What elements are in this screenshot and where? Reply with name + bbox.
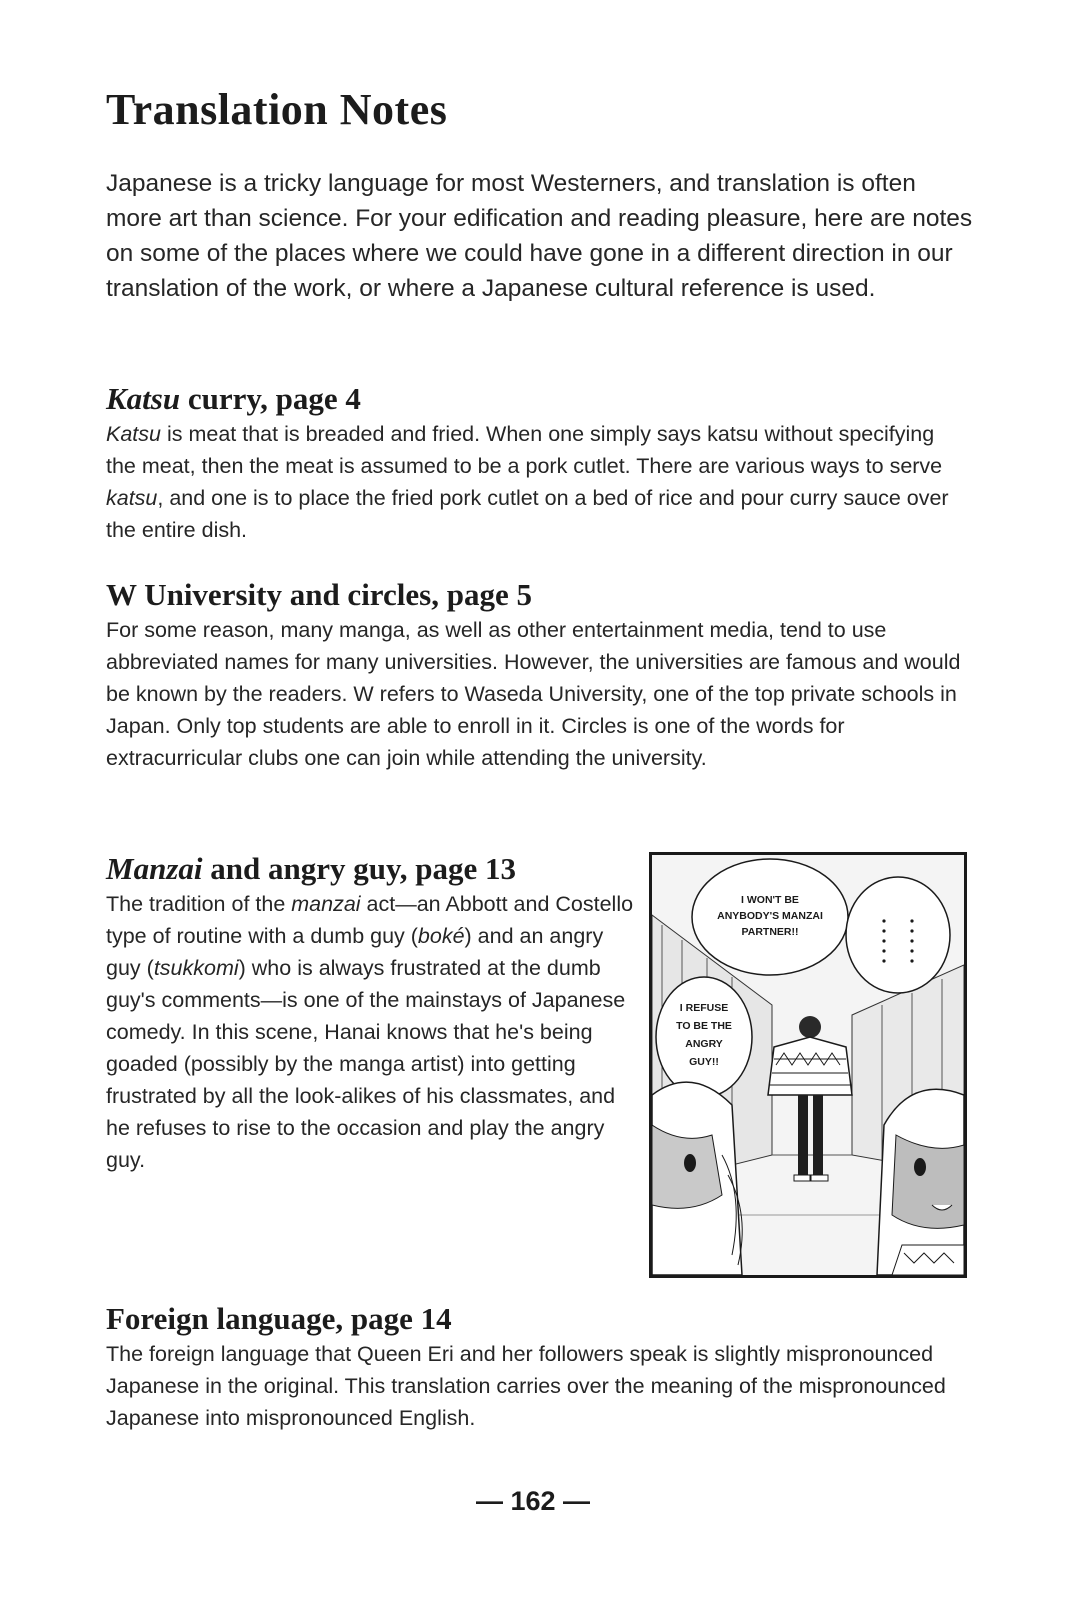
note-body-text: The foreign language that Queen Eri and her followers speak is slightly mispronounced Japanese in the original. This translation carries over the meaning of the mispronounced Japanese into mispronounced English. <box>106 1342 946 1430</box>
note-body-text: act—an Abbott and Costello type of routine with a dumb guy ( <box>106 892 634 948</box>
note-heading <box>106 380 966 418</box>
note-katsu-curry <box>106 380 966 546</box>
bubble-line: TO BE THE <box>676 1020 732 1032</box>
note-heading-text: curry, page 4 <box>180 381 361 416</box>
bubble-line: ANYBODY'S MANZAI <box>717 910 823 922</box>
bubble-line: ANGRY <box>685 1038 723 1050</box>
manga-panel-drawing <box>652 855 964 1275</box>
note-heading-text: Foreign language, page 14 <box>106 1301 452 1336</box>
bubble-line: I REFUSE <box>679 1002 729 1014</box>
note-body <box>106 614 966 774</box>
note-heading-text: W University and circles, page 5 <box>106 577 532 612</box>
note-body <box>106 888 636 1176</box>
note-heading <box>106 576 966 614</box>
note-body-text: For some reason, many manga, as well as other entertainment media, tend to use abbreviated names for many universities. However, the universities are famous and would be known by the readers. W refers to Waseda University, one of the top private schools in Japan. Only top students are able to enroll in it. Circles is one of the words for extracurricular clubs one can join while attending the university. <box>106 618 961 770</box>
manga-panel-illustration <box>649 852 967 1278</box>
note-heading <box>106 850 636 888</box>
bubble-line: PARTNER!! <box>741 926 799 938</box>
right-character <box>877 1089 964 1275</box>
bubble-line: GUY!! <box>689 1056 719 1068</box>
note-heading <box>106 1300 966 1338</box>
note-body-em: Katsu <box>106 422 161 446</box>
note-body-em: manzai <box>291 892 361 916</box>
note-heading-text: and angry guy, page 13 <box>202 851 516 886</box>
note-body <box>106 1338 966 1434</box>
note-body-em: katsu <box>106 486 158 510</box>
note-body-em: boké <box>417 924 465 948</box>
page-title: Translation Notes <box>106 85 448 134</box>
bubble-line: I WON'T BE <box>741 894 799 906</box>
note-body-text: ) who is always frustrated at the dumb guy's comments—is one of the mainstays of Japanese comedy. In this scene, Hanai knows that he's being goaded (possibly by the manga artist) into getting frustrated by all the look-alikes of his classmates, and he refuses to rise to the occasion and play the angry guy. <box>106 956 626 1172</box>
note-body <box>106 418 966 546</box>
left-character <box>652 1082 742 1275</box>
note-manzai <box>106 850 636 1176</box>
note-body-text: , and one is to place the fried pork cutlet on a bed of rice and pour curry sauce over the entire dish. <box>106 486 949 542</box>
note-heading-em: Manzai <box>106 851 203 886</box>
note-body-text: is meat that is breaded and fried. When one simply says katsu without specifying the meat, then the meat is assumed to be a pork cutlet. There are various ways to serve <box>106 422 943 478</box>
note-body-text: ) and an angry guy ( <box>106 924 604 980</box>
note-heading-em: Katsu <box>106 381 181 416</box>
note-body-text: The tradition of the <box>106 892 292 916</box>
page-number: — 162 — <box>475 1486 591 1516</box>
intro-paragraph: Japanese is a tricky language for most Westerners, and translation is often more art than science. For your edification and reading pleasure, here are notes on some of the places where we could have gone in a different direction in our translation of the work, or where a Japanese cultural reference is used. <box>106 170 973 302</box>
note-w-university <box>106 576 966 774</box>
note-foreign-language <box>106 1300 966 1434</box>
note-body-em: tsukkomi <box>153 956 239 980</box>
